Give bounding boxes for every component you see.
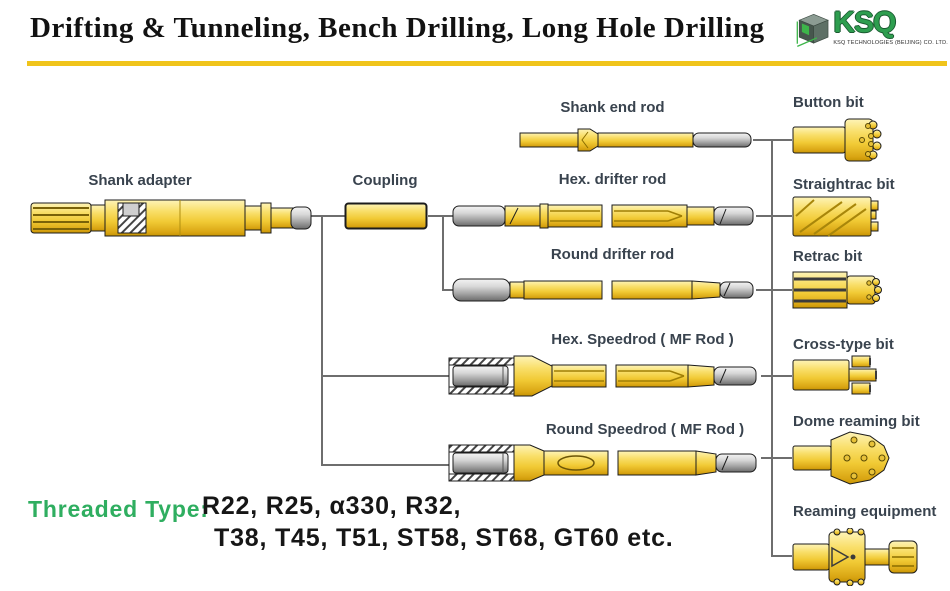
rod-label-hex-drifter: Hex. drifter rod <box>558 171 667 188</box>
connector-line <box>321 464 452 466</box>
rod-label-hex-speedrod: Hex. Speedrod ( MF Rod ) <box>551 331 734 348</box>
connector-line <box>761 375 792 377</box>
bit-label-straightrac: Straightrac bit <box>793 176 895 193</box>
rod-label-shank-end: Shank end rod <box>560 99 665 116</box>
shank-adapter-label: Shank adapter <box>88 172 192 189</box>
connector-line <box>756 289 792 291</box>
button-bit-graphic <box>792 115 884 165</box>
reaming-equipment-graphic <box>792 528 920 586</box>
shank-adapter-graphic <box>30 196 312 240</box>
threaded-type-line1: R22, R25, α330, R32, <box>202 492 462 520</box>
retrac-bit-graphic <box>792 270 882 310</box>
round-drifter-rod-graphic <box>452 270 755 310</box>
bit-label-cross-type: Cross-type bit <box>793 336 894 353</box>
ksq-logo <box>796 2 948 60</box>
shank-end-rod-graphic <box>518 122 754 158</box>
page-title: Drifting & Tunneling, Bench Drilling, Long Hole Drilling <box>30 12 765 44</box>
bit-label-retrac: Retrac bit <box>793 248 863 265</box>
threaded-type-label: Threaded Type: <box>28 496 209 522</box>
connector-line <box>761 457 792 459</box>
coupling-graphic <box>344 202 428 230</box>
coupling-label: Coupling <box>352 172 418 189</box>
round-speedrod-graphic <box>448 439 760 487</box>
title-underline <box>27 61 947 66</box>
straightrac-bit-graphic <box>792 194 882 239</box>
connector-line <box>756 215 792 217</box>
rod-label-round-drifter: Round drifter rod <box>550 246 675 263</box>
ksq-cube-icon <box>796 2 831 58</box>
connector-line <box>771 555 792 557</box>
connector-line <box>771 139 773 557</box>
logo-tagline: KSQ TECHNOLOGIES (BEIJING) CO. LTD. <box>833 40 948 46</box>
bit-label-button: Button bit <box>793 94 864 111</box>
rod-label-round-speedrod: Round Speedrod ( MF Rod ) <box>545 421 745 438</box>
bit-label-dome-reaming: Dome reaming bit <box>793 413 920 430</box>
threaded-type-line2: T38, T45, T51, ST58, ST68, GT60 etc. <box>214 524 674 552</box>
connector-line <box>321 215 323 466</box>
connector-line <box>308 215 345 217</box>
bit-label-reaming-equipment: Reaming equipment <box>793 503 937 520</box>
cross-type-bit-graphic <box>792 354 882 396</box>
dome-reaming-bit-graphic <box>792 430 894 486</box>
hex-speedrod-graphic <box>448 352 760 400</box>
hex-drifter-rod-graphic <box>452 196 755 236</box>
logo-brand: KSQ <box>833 6 896 39</box>
connector-line <box>442 215 444 290</box>
connector-line <box>321 375 452 377</box>
